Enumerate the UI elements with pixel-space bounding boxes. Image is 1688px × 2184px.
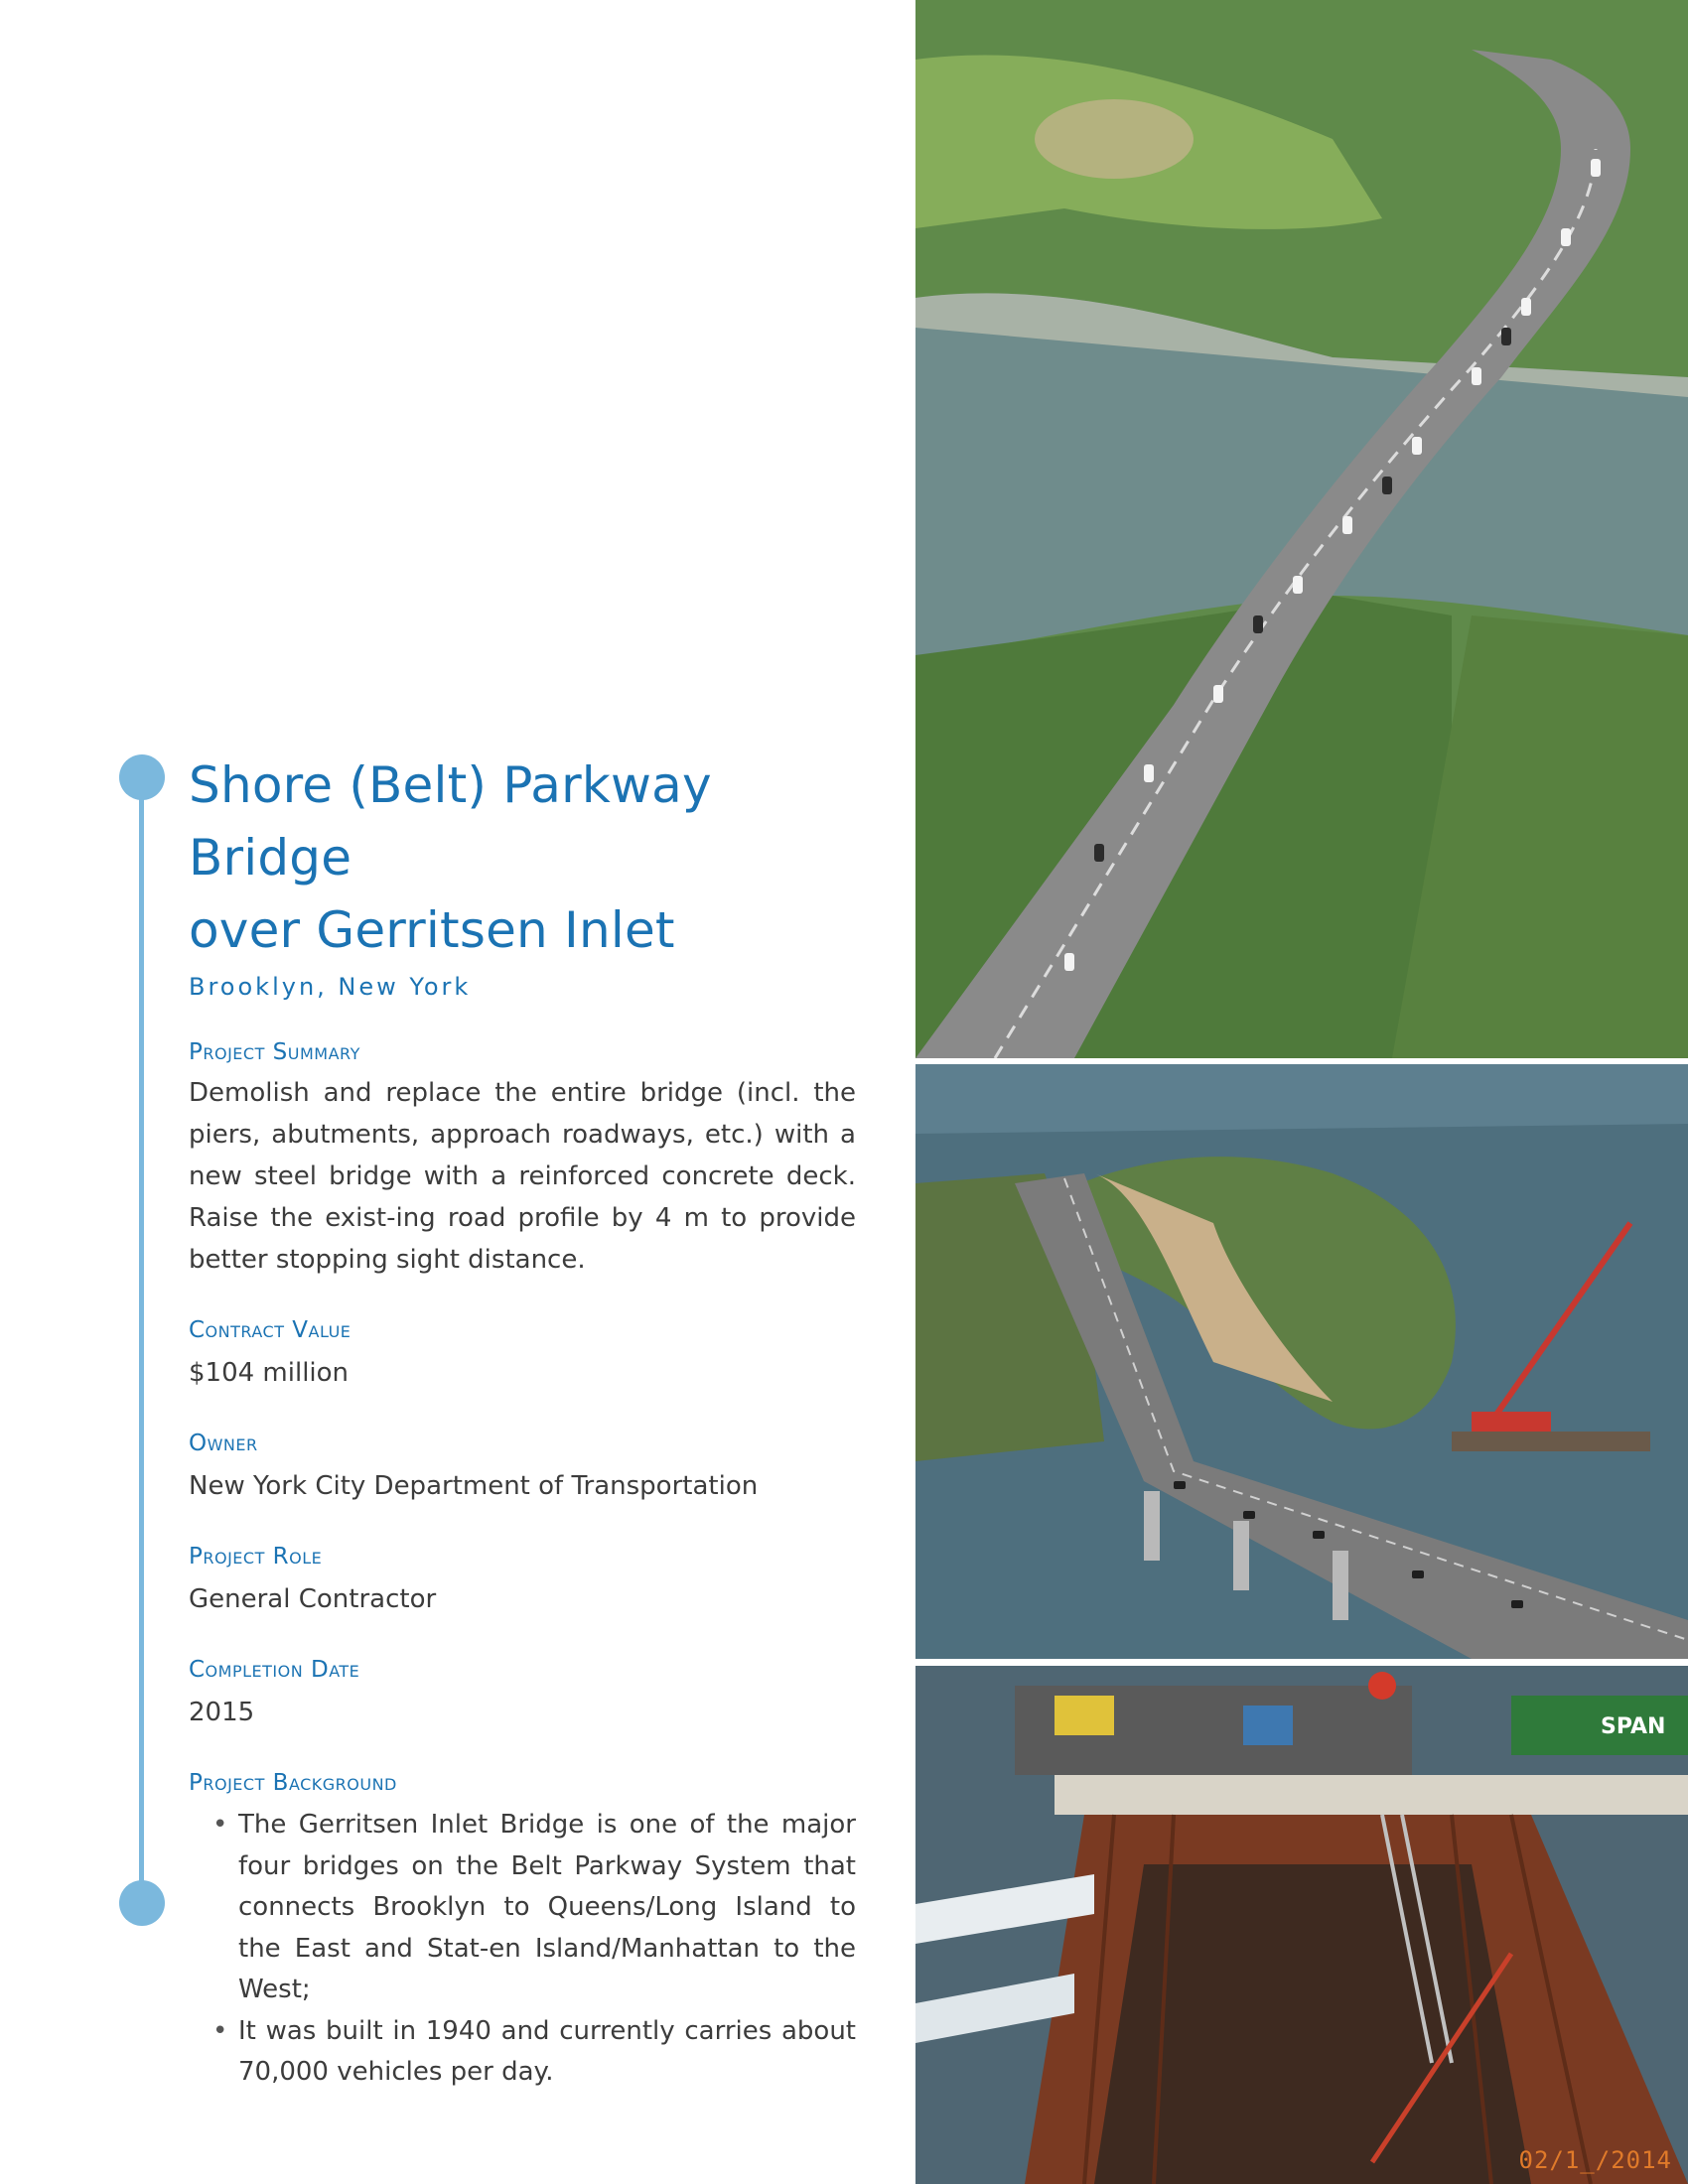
- title-line-1: Shore (Belt) Parkway Bridge: [189, 756, 712, 887]
- background-item: • It was built in 1940 and currently carries about 70,000 vehicles per day.: [238, 2011, 856, 2094]
- aerial-bridge-image: [915, 0, 1688, 1058]
- cofferdam-image: [915, 1666, 1688, 2184]
- photo-date-stamp: 02/1_/2014: [1518, 2146, 1672, 2174]
- aerial-bridge-photo: [915, 0, 1688, 1058]
- timeline-dot-bottom: [119, 1880, 165, 1926]
- background-list: [189, 1805, 856, 2094]
- summary-label: Project Summary: [189, 1039, 360, 1065]
- cofferdam-photo: [915, 1666, 1688, 2184]
- contract-value: $104 million: [189, 1358, 350, 1388]
- role-value: General Contractor: [189, 1584, 437, 1614]
- boat-label: SPAN: [1601, 1714, 1666, 1739]
- role-label: Project Role: [189, 1544, 323, 1570]
- completion-value: 2015: [189, 1698, 255, 1727]
- contract-label: Contract Value: [189, 1317, 352, 1343]
- background-label: Project Background: [189, 1770, 397, 1796]
- title-line-2: over Gerritsen Inlet: [189, 901, 675, 959]
- project-location: Brooklyn, New York: [189, 973, 472, 1001]
- owner-label: Owner: [189, 1431, 258, 1456]
- completion-label: Completion Date: [189, 1657, 360, 1683]
- construction-aerial-photo: [915, 1064, 1688, 1659]
- page-title: [189, 750, 856, 967]
- summary-text: Demolish and replace the entire bridge (incl. the piers, abutments, approach roadways, etc.) with a new steel bridge with a reinforced concrete deck. Raise the exist-ing road profile by 4 m to provide better stopping sight distance.: [189, 1078, 856, 1275]
- project-details: [189, 750, 856, 2094]
- owner-value: New York City Department of Transportation: [189, 1471, 759, 1501]
- background-item: • The Gerritsen Inlet Bridge is one of the major four bridges on the Belt Parkway System that connects Brooklyn to Queens/Long Island to the East and Stat-en Island/Manhattan to the West;: [238, 1805, 856, 2011]
- construction-aerial-image: [915, 1064, 1688, 1659]
- timeline-line: [139, 778, 144, 1900]
- timeline-dot-top: [119, 754, 165, 800]
